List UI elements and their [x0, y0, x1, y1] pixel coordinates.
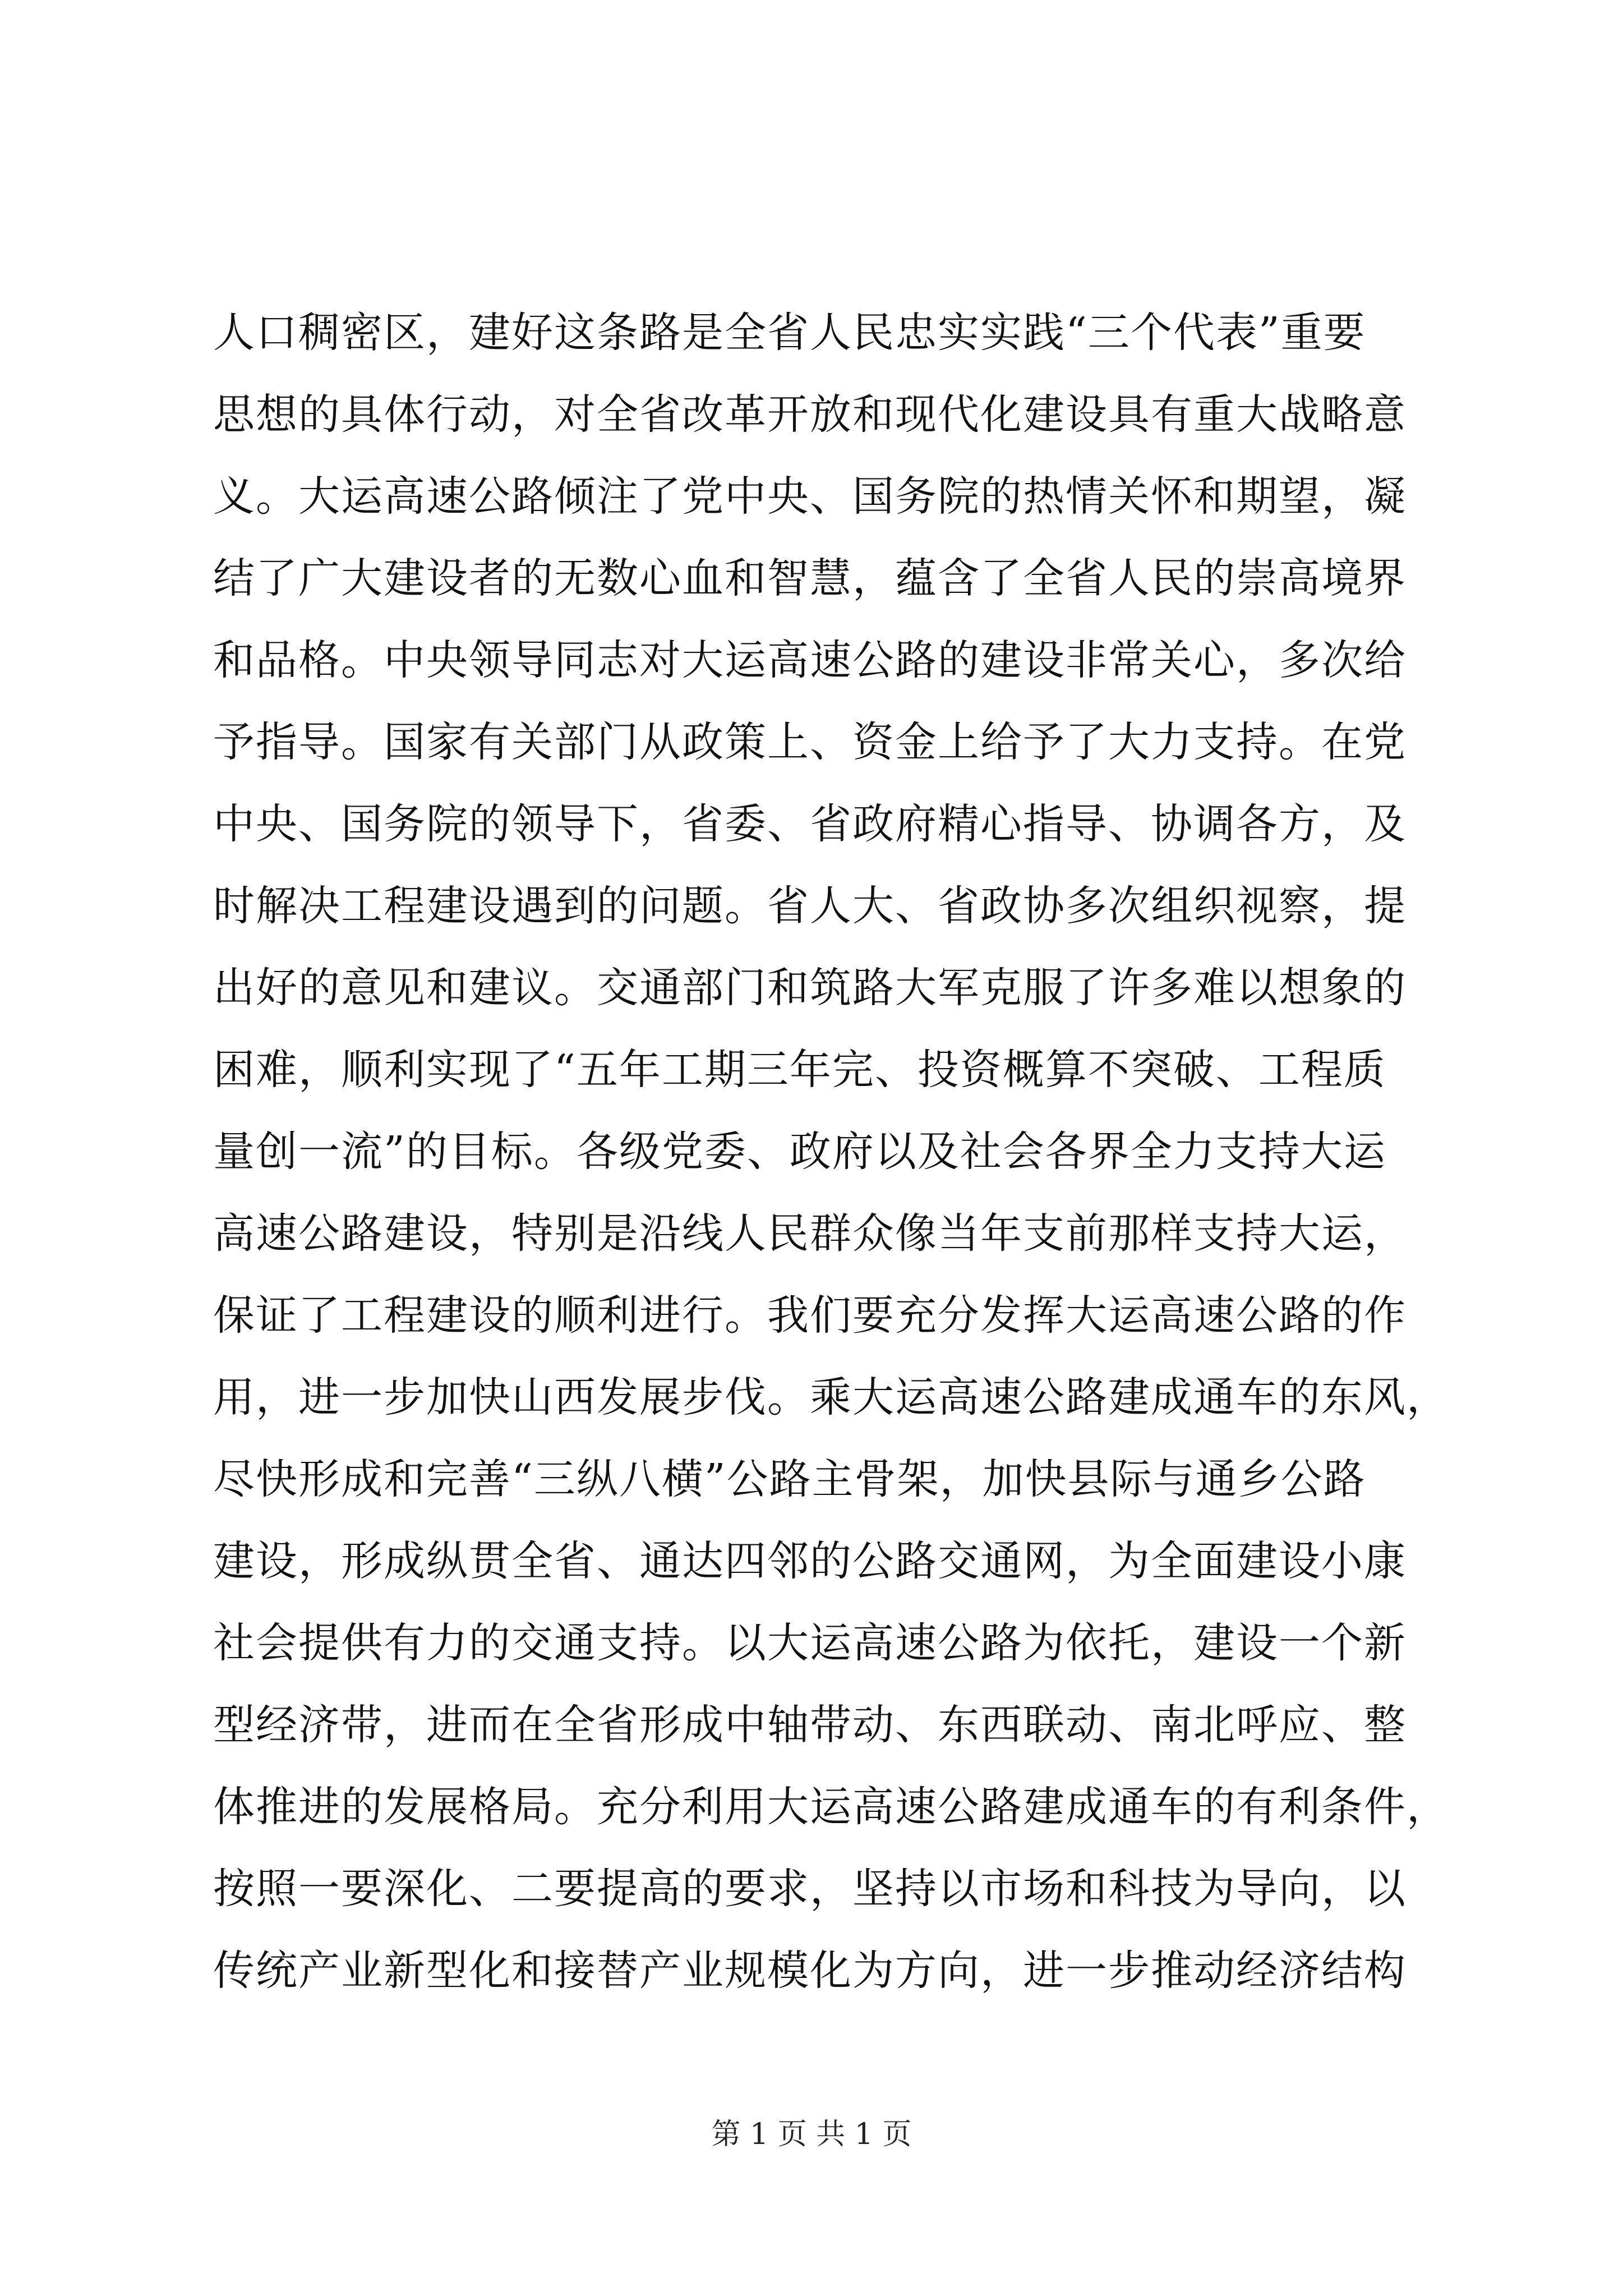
text-line-21: 传统产业新型化和接替产业规模化为方向，进一步推动经济结构 — [213, 1947, 1407, 1995]
text-line-1: 人口稠密区，建好这条路是全省人民忠实实践“三个代表”重要 — [213, 309, 1366, 357]
text-line-2: 思想的具体行动，对全省改革开放和现代化建设具有重大战略意 — [213, 390, 1407, 439]
text-line-6: 予指导。国家有关部门从政策上、资金上给予了大力支持。在党 — [213, 718, 1407, 766]
body-paragraph — [213, 292, 1449, 2012]
text-line-13: 保证了工程建设的顺利进行。我们要充分发挥大运高速公路的作 — [213, 1291, 1407, 1340]
text-line-12: 高速公路建设，特别是沿线人民群众像当年支前那样支持大运， — [213, 1209, 1407, 1258]
text-line-4: 结了广大建设者的无数心血和智慧，蕴含了全省人民的崇高境界 — [213, 554, 1407, 602]
text-line-3: 义。大运高速公路倾注了党中央、国务院的热情关怀和期望，凝 — [213, 472, 1407, 521]
text-line-14: 用，进一步加快山西发展步伐。乘大运高速公路建成通车的东风， — [213, 1373, 1449, 1421]
text-line-20: 按照一要深化、二要提高的要求，坚持以市场和科技为导向，以 — [213, 1865, 1407, 1913]
text-line-11: 量创一流”的目标。各级党委、政府以及社会各界全力支持大运 — [213, 1128, 1386, 1176]
text-line-9: 出好的意见和建议。交通部门和筑路大军克服了许多难以想象的 — [213, 964, 1407, 1012]
text-line-17: 社会提供有力的交通支持。以大运高速公路为依托，建设一个新 — [213, 1619, 1407, 1667]
text-line-18: 型经济带，进而在全省形成中轴带动、东西联动、南北呼应、整 — [213, 1701, 1407, 1749]
text-line-16: 建设，形成纵贯全省、通达四邻的公路交通网，为全面建设小康 — [213, 1537, 1407, 1585]
page-footer: 第 1 页 共 1 页 — [711, 2118, 912, 2151]
text-line-19: 体推进的发展格局。充分利用大运高速公路建成通车的有利条件， — [213, 1783, 1449, 1831]
text-line-7: 中央、国务院的领导下，省委、省政府精心指导、协调各方，及 — [213, 800, 1407, 848]
text-line-15: 尽快形成和完善“三纵八横”公路主骨架，加快县际与通乡公路 — [213, 1455, 1366, 1503]
text-line-5: 和品格。中央领导同志对大运高速公路的建设非常关心，多次给 — [213, 636, 1407, 684]
text-line-8: 时解决工程建设遇到的问题。省人大、省政协多次组织视察，提 — [213, 882, 1407, 930]
text-line-10: 困难，顺利实现了“五年工期三年完、投资概算不突破、工程质 — [213, 1046, 1386, 1094]
